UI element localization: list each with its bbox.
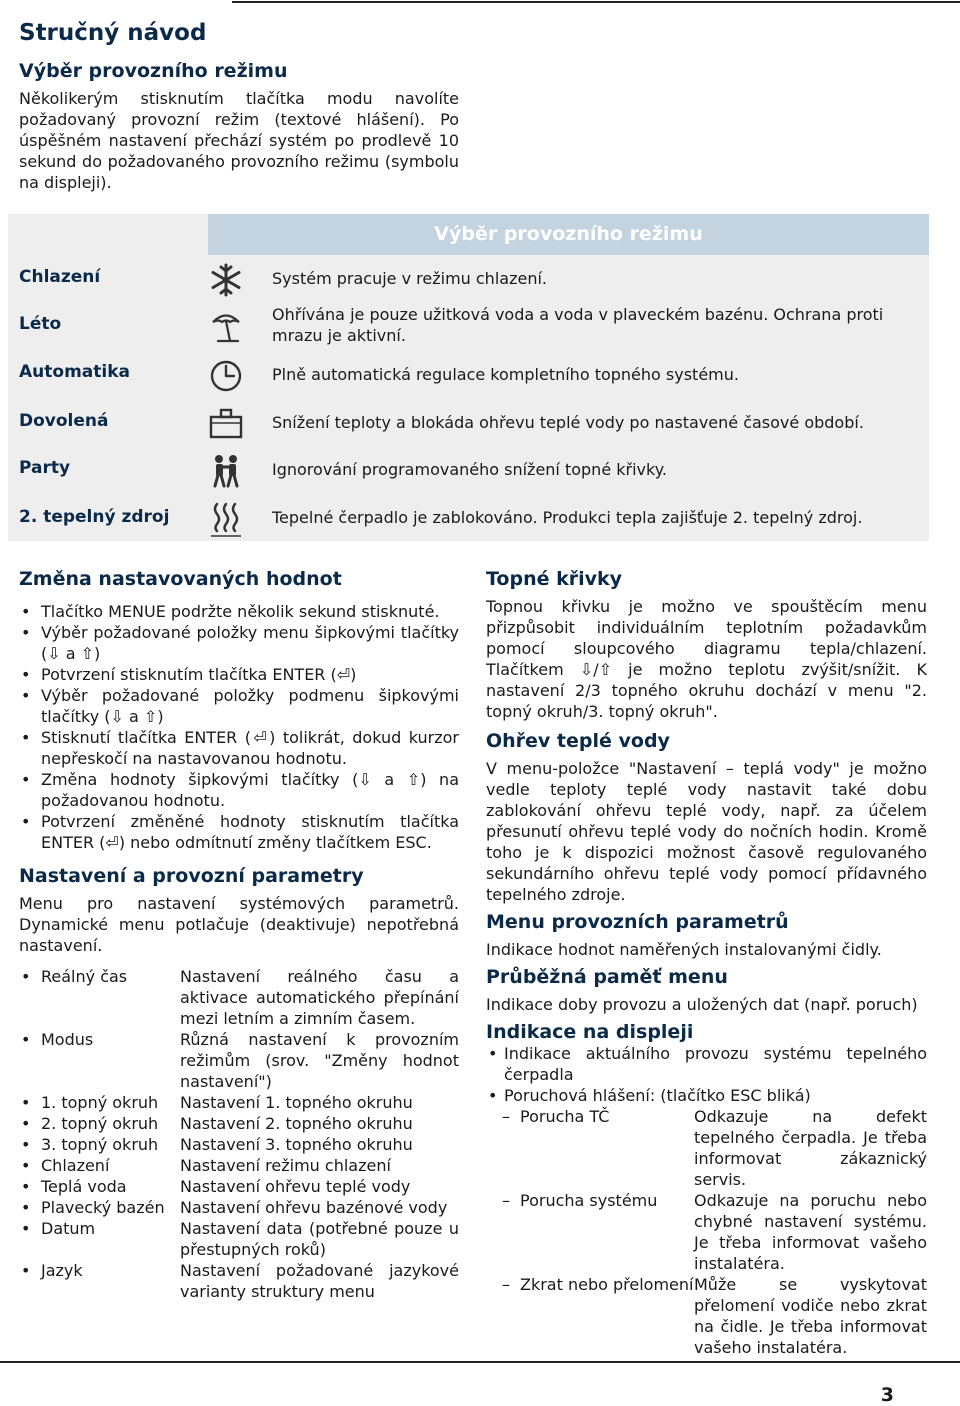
fault-desc: Může se vyskytovat přelomení vodiče nebo zkrat na čidle. Je třeba informovat vašeho instalatéra. bbox=[694, 1275, 927, 1357]
fault-row bbox=[486, 1190, 927, 1274]
list-item: • Tlačítko MENUE podržte několik sekund stisknuté. bbox=[19, 601, 459, 622]
mode-desc-cooling: Systém pracuje v režimu chlazení. bbox=[272, 269, 547, 288]
heating-curves-text: Topnou křivku je možno ve spouštěcím menu přizpůsobit individuálním teplotním požadavkům pomocí sloupcového diagramu tepla/chlazení. Tlačítkem ⇩/⇧ je možno teplotu zvýšit/snížit. K nastavení 2/3 topného okruhu dochází v menu "2. topný okruh/3. topný okruh". bbox=[486, 597, 927, 721]
clock-icon bbox=[208, 358, 244, 394]
param-desc: Nastavení ohřevu teplé vody bbox=[180, 1177, 411, 1196]
mode-name-party: Party bbox=[19, 458, 71, 478]
list-item: • Poruchová hlášení: (tlačítko ESC bliká) bbox=[486, 1085, 927, 1106]
param-desc: Nastavení požadované jazykové varianty struktury menu bbox=[180, 1261, 459, 1301]
bottom-rule bbox=[0, 1361, 960, 1363]
page-title: Stručný návod bbox=[19, 20, 207, 46]
list-item bbox=[19, 1197, 459, 1218]
param-name: • 3. topný okruh bbox=[41, 1135, 159, 1154]
party-people-icon bbox=[208, 453, 244, 489]
params-list bbox=[19, 966, 459, 1302]
param-name: • Plavecký bazén bbox=[41, 1198, 165, 1217]
list-item: • Výběr požadované položky menu šipkovými tlačítky (⇩ a ⇧) bbox=[19, 622, 459, 664]
list-item: • Stisknutí tlačítka ENTER (⏎) tolikrát, dokud kurzor nepřeskočí na nastavovanou hodnotu. bbox=[19, 727, 459, 769]
param-name: • 1. topný okruh bbox=[41, 1093, 159, 1112]
list-item bbox=[19, 1155, 459, 1176]
section-title-display: Indikace na displeji bbox=[486, 1021, 694, 1043]
right-column bbox=[486, 569, 927, 1358]
fault-name: – Porucha systému bbox=[520, 1191, 658, 1210]
param-name: • Teplá voda bbox=[41, 1177, 127, 1196]
fault-name: – Zkrat nebo přelomení bbox=[520, 1275, 694, 1294]
section-title-memory: Průběžná paměť menu bbox=[486, 966, 728, 988]
mode-desc-auto: Plně automatická regulace kompletního topného systému. bbox=[272, 365, 739, 384]
change-steps-list bbox=[19, 601, 459, 853]
mode-desc-summer: Ohřívána je pouze užitková voda a voda v plaveckém bazénu. Ochrana proti mrazu je aktivní. bbox=[272, 305, 884, 345]
modes-table-header: Výběr provozního režimu bbox=[208, 214, 929, 255]
mode-name-second-source: 2. tepelný zdroj bbox=[19, 507, 170, 527]
list-item: • Změna hodnoty šipkovými tlačítky (⇩ a ⇧) na požadovanou hodnotu. bbox=[19, 769, 459, 811]
list-item bbox=[19, 1134, 459, 1155]
left-column bbox=[19, 569, 459, 1302]
param-desc: Nastavení 3. topného okruhu bbox=[180, 1135, 413, 1154]
param-desc: Nastavení data (potřebné pouze u přestupných roků) bbox=[180, 1219, 459, 1259]
page-number: 3 bbox=[880, 1384, 894, 1406]
param-desc: Nastavení 1. topného okruhu bbox=[180, 1093, 413, 1112]
list-item bbox=[19, 1113, 459, 1134]
param-name: • Modus bbox=[41, 1030, 94, 1049]
display-list bbox=[486, 1043, 927, 1106]
param-desc: Nastavení ohřevu bazénové vody bbox=[180, 1198, 448, 1217]
mode-name-summer: Léto bbox=[19, 314, 62, 334]
top-rule bbox=[232, 1, 960, 3]
heat-waves-icon bbox=[208, 501, 244, 537]
fault-row bbox=[486, 1274, 927, 1358]
mode-name-holiday: Dovolená bbox=[19, 411, 109, 431]
section-title-change-values: Změna nastavovaných hodnot bbox=[19, 568, 342, 590]
params-intro: Menu pro nastavení systémových parametrů. Dynamické menu potlačuje (deaktivuje) nepotřebná nastavení. bbox=[19, 894, 459, 955]
list-item: • Potvrzení stisknutím tlačítka ENTER (⏎) bbox=[19, 664, 459, 685]
list-item: • Výběr požadované položky podmenu šipkovými tlačítky (⇩ a ⇧) bbox=[19, 685, 459, 727]
param-name: • Chlazení bbox=[41, 1156, 110, 1175]
fault-desc: Odkazuje na defekt tepelného čerpadla. Je třeba informovat zákaznický servis. bbox=[694, 1107, 927, 1189]
list-item bbox=[19, 1176, 459, 1197]
section-title-hot-water: Ohřev teplé vody bbox=[486, 730, 670, 752]
param-name: • Jazyk bbox=[41, 1261, 83, 1280]
mode-name-cooling: Chlazení bbox=[19, 267, 101, 287]
params-menu-text: Indikace hodnot naměřených instalovanými čidly. bbox=[486, 940, 882, 959]
hot-water-text: V menu-položce "Nastavení – teplá vody" je možno vedle teploty teplé vody nastavit také dobu zablokování ohřevu teplé vody, např. za účelem přesunutí ohřevu teplé vody do nočních hodin. Kromě toho je k dispozici možnost časově regulovaného sekundárního ohřevu teplé vody pomocí přídavného tepelného zdroje. bbox=[486, 759, 927, 904]
param-desc: Nastavení 2. topného okruhu bbox=[180, 1114, 413, 1133]
fault-name: – Porucha TČ bbox=[520, 1107, 610, 1126]
mode-name-auto: Automatika bbox=[19, 362, 130, 382]
list-item bbox=[19, 1029, 459, 1092]
param-desc: Různá nastavení k provozním režimům (srov. "Změny hodnot nastavení") bbox=[180, 1030, 459, 1091]
list-item bbox=[19, 1218, 459, 1260]
fault-row bbox=[486, 1106, 927, 1190]
mode-desc-party: Ignorování programovaného snížení topné křivky. bbox=[272, 460, 667, 479]
fault-desc: Odkazuje na poruchu nebo chybné nastavení systému. Je třeba informovat vašeho instalatéra. bbox=[694, 1191, 927, 1273]
param-name: • Reálný čas bbox=[41, 967, 128, 986]
param-desc: Nastavení reálného času a aktivace automatického přepínání mezi letním a zimním časem. bbox=[180, 967, 459, 1028]
list-item: • Potvrzení změněné hodnoty stisknutím tlačítka ENTER (⏎) nebo odmítnutí změny tlačítkem ESC. bbox=[19, 811, 459, 853]
modes-table bbox=[8, 214, 929, 541]
list-item bbox=[19, 966, 459, 1029]
suitcase-icon bbox=[208, 406, 244, 442]
section-title-mode-select: Výběr provozního režimu bbox=[19, 60, 288, 82]
memory-text: Indikace doby provozu a uložených dat (např. poruch) bbox=[486, 995, 918, 1014]
snowflake-icon bbox=[208, 262, 244, 298]
section-title-heating-curves: Topné křivky bbox=[486, 568, 623, 590]
list-item bbox=[19, 1092, 459, 1113]
list-item bbox=[19, 1260, 459, 1302]
section-title-params-menu: Menu provozních parametrů bbox=[486, 911, 789, 933]
parasol-icon bbox=[208, 308, 244, 344]
param-name: • 2. topný okruh bbox=[41, 1114, 159, 1133]
intro-paragraph: Několikerým stisknutím tlačítka modu navolíte požadovaný provozní režim (textové hlášení). Po úspěšném nastavení přechází systém po prodlevě 10 sekund do požadovaného provozního režimu (symbolu na displeji). bbox=[19, 89, 459, 192]
list-item: • Indikace aktuálního provozu systému tepelného čerpadla bbox=[486, 1043, 927, 1085]
mode-desc-second-source: Tepelné čerpadlo je zablokováno. Produkci tepla zajišťuje 2. tepelný zdroj. bbox=[272, 508, 863, 527]
mode-desc-holiday: Snížení teploty a blokáda ohřevu teplé vody po nastavené časové období. bbox=[272, 413, 864, 432]
section-title-params: Nastavení a provozní parametry bbox=[19, 865, 364, 887]
param-desc: Nastavení režimu chlazení bbox=[180, 1156, 391, 1175]
param-name: • Datum bbox=[41, 1219, 96, 1238]
